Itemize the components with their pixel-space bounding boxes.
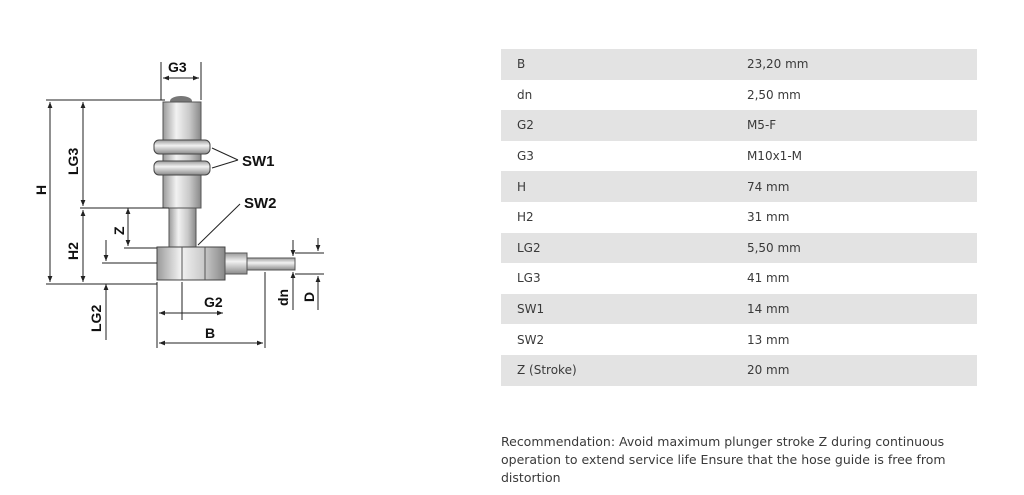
param-cell: B	[501, 49, 719, 80]
table-row	[501, 233, 977, 264]
label-sw1: SW1	[242, 153, 275, 170]
label-b: B	[205, 325, 216, 341]
value-cell: 23,20 mm	[719, 49, 977, 80]
label-lg3: LG3	[65, 147, 81, 175]
table-row	[501, 324, 977, 355]
param-cell: H2	[517, 210, 534, 225]
table-row	[501, 263, 977, 294]
value-cell: 13 mm	[746, 332, 790, 347]
value-cell: 20 mm	[719, 355, 977, 386]
table-row	[501, 355, 977, 386]
valve-illustration	[154, 96, 295, 280]
label-lg2: LG2	[88, 304, 104, 332]
param-cell: H	[501, 171, 719, 202]
table-row	[501, 110, 977, 141]
label-h: H	[33, 184, 49, 195]
param-cell: SW1	[501, 294, 719, 325]
table-row	[501, 171, 977, 202]
label-sw2: SW2	[244, 195, 277, 212]
table-row	[501, 202, 977, 233]
param-cell: G2	[501, 110, 719, 141]
value-cell: 14 mm	[719, 294, 977, 325]
label-h2: H2	[65, 242, 81, 260]
label-g2: G2	[204, 294, 223, 310]
value-cell: M5-F	[719, 110, 977, 141]
param-cell: LG3	[517, 271, 541, 286]
table-row	[501, 80, 977, 111]
value-cell: 74 mm	[719, 171, 977, 202]
label-dn: dn	[275, 288, 291, 306]
value-cell: 2,50 mm	[746, 87, 801, 102]
param-cell: SW2	[517, 332, 545, 347]
recommendation-note: Recommendation: Avoid maximum plunger stroke Z during continuous operation to extend service life Ensure that the hose guide is free from distortion	[501, 433, 946, 485]
value-cell: 31 mm	[746, 210, 790, 225]
label-d: D	[301, 291, 317, 302]
dimension-drawing	[30, 50, 350, 360]
specifications-table	[501, 49, 977, 386]
table-row	[501, 49, 977, 80]
value-cell: 41 mm	[746, 271, 790, 286]
table-row	[501, 294, 977, 325]
param-cell: LG2	[501, 233, 719, 264]
param-cell: G3	[517, 149, 534, 164]
param-cell: dn	[517, 87, 533, 102]
param-cell: Z (Stroke)	[501, 355, 719, 386]
table-row	[501, 141, 977, 172]
label-g3: G3	[168, 59, 187, 75]
label-z: Z	[111, 226, 127, 235]
value-cell: M10x1-M	[746, 149, 802, 164]
value-cell: 5,50 mm	[719, 233, 977, 264]
